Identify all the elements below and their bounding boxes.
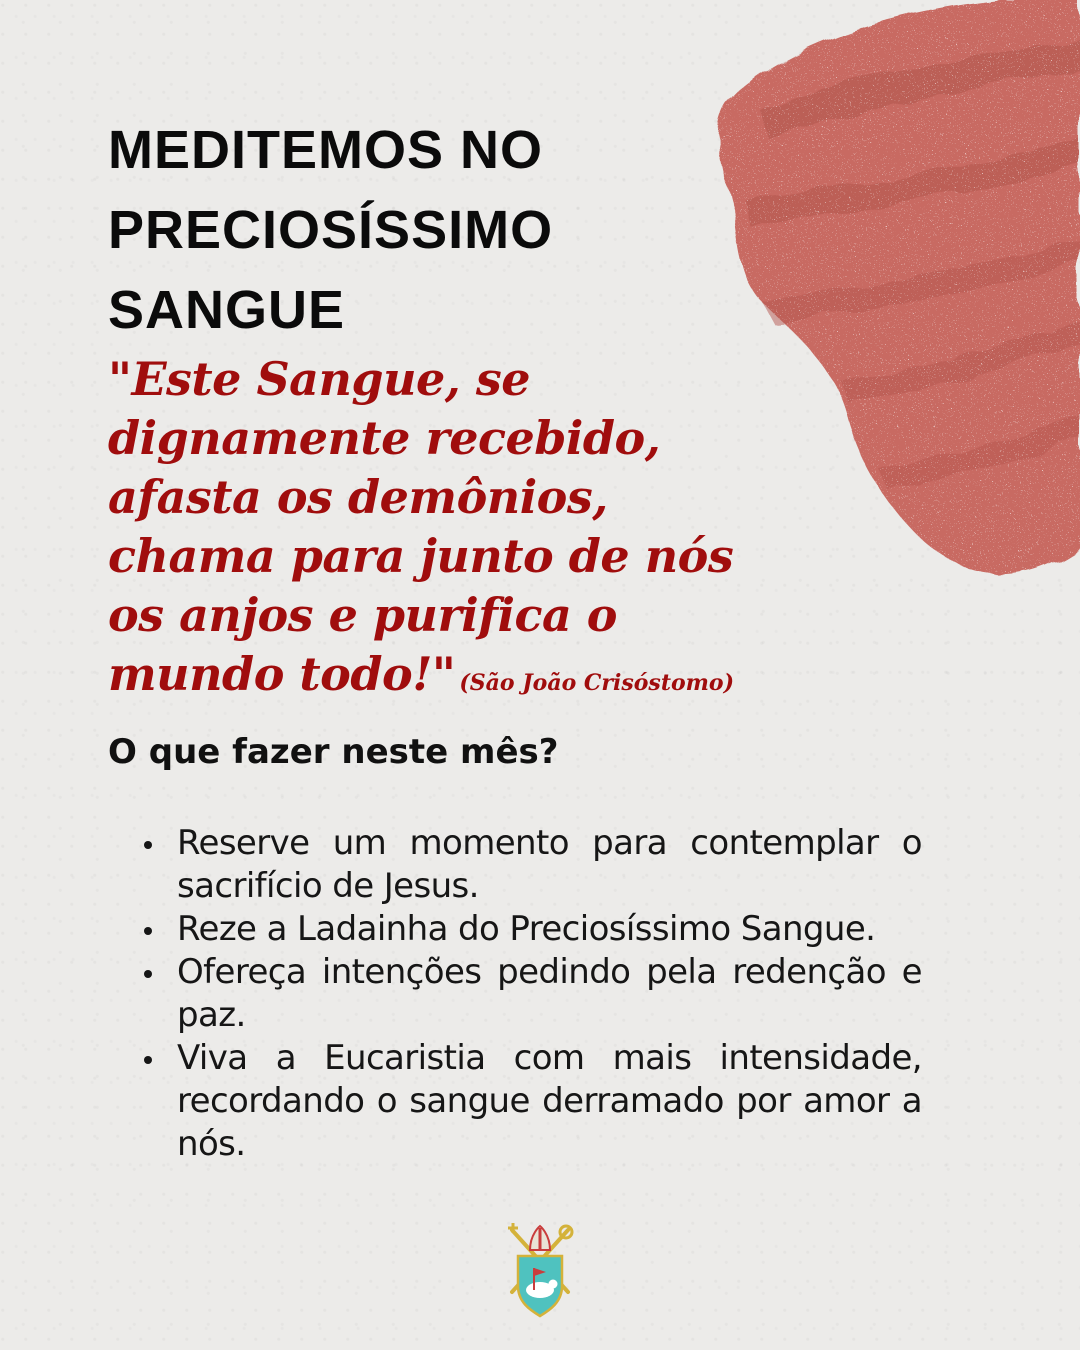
list-item: Viva a Eucaristia com mais intensidade, recordando o sangue derramado por amor a nós.	[140, 1037, 922, 1166]
quote-author: (São João Crisóstomo)	[459, 670, 735, 696]
quote-line: dignamente recebido,	[108, 411, 661, 465]
title-line: MEDITEMOS NO	[108, 120, 544, 180]
title-line: PRECIOSÍSSIMO	[108, 200, 554, 260]
list-item: Ofereça intenções pedindo pela redenção e paz.	[140, 951, 922, 1037]
quote-line: os anjos e purifica o	[108, 588, 617, 642]
page-title	[108, 110, 668, 350]
list-item: Reze a Ladainha do Preciosíssimo Sangue.	[140, 908, 922, 951]
list-item: Reserve um momento para contemplar o sacrifício de Jesus.	[140, 822, 922, 908]
title-line: SANGUE	[108, 280, 346, 340]
quote-line: "Este Sangue, se	[108, 352, 530, 406]
quote-line: chama para junto de nós	[108, 529, 734, 583]
action-list	[140, 822, 922, 1166]
quote-last-line	[108, 645, 808, 713]
quote-line: mundo todo!"	[108, 647, 456, 701]
section-title: O que fazer neste mês?	[108, 732, 559, 772]
diocese-coat-of-arms-icon	[500, 1220, 580, 1320]
quote-block	[108, 350, 808, 713]
quote-line: afasta os demônios,	[108, 470, 608, 524]
